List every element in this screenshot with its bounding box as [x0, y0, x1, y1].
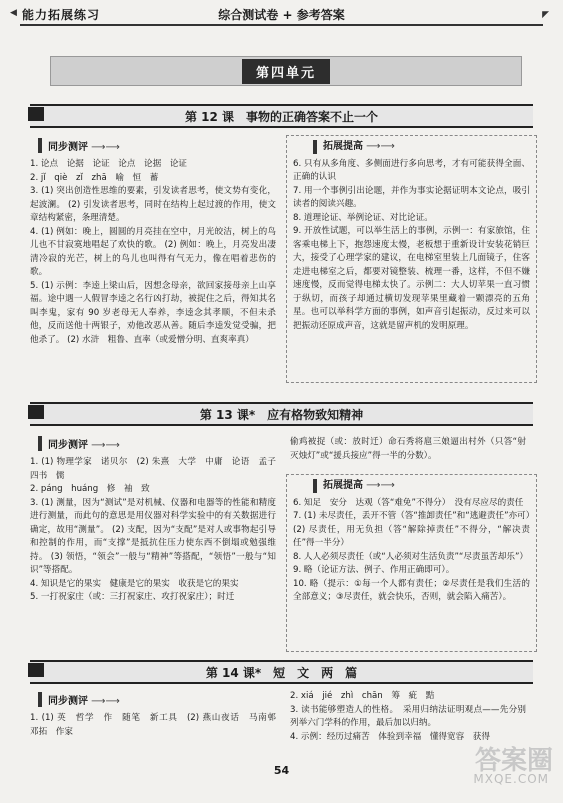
answer-item: 7. 用一个事例引出论题，并作为事实论据证明本文论点，吸引读者的阅读兴趣。 [293, 185, 530, 209]
answer-item: 10. 略（提示：①每一个人都有责任；②尽责任是我们生活的全部意义；③尽责任，就会快乐，否则，就会陷入痛苦）。 [293, 578, 530, 602]
lesson-14-sync-label: 同步测评 ⟶⟶ [38, 692, 120, 707]
answer-item: 3. 读书能够塑造人的性格。 采用归纳法证明观点——先分别列举六门学科的作用，最后加以归纳。 [290, 704, 526, 728]
answer-item: 2. jǐ qiè zǐ zhā 喻 恒 蓄 [30, 172, 159, 183]
answer-item: 4. 示例：经历过痛苦 体验到幸福 懂得宽容 获得 [290, 731, 490, 742]
unit-banner [50, 56, 522, 86]
lesson-12-extension-box [286, 135, 537, 383]
lesson-12-sync-label: 同步测评 ⟶⟶ [38, 138, 120, 153]
answer-item: 偷鸡被捉（或：放时迁）命石秀将扈三娘逼出村外（只答“射灭烛灯”或“援兵接应”得一半的分数）。 [290, 437, 526, 461]
answer-item: 2. xiá jié zhì chān 筹 疵 黠 [290, 691, 435, 701]
answer-item: 4. 知识是它的果实 健康是它的果实 收获是它的果实 [30, 578, 239, 589]
lesson-13-left-column [30, 456, 285, 605]
answer-item: 5. 一打祝家庄（或：三打祝家庄、攻打祝家庄）；时迁 [30, 592, 235, 602]
answer-item: 4. (1) 例如：晚上，圆圆的月亮挂在空中，月光皎洁，树上的鸟儿也不甘寂寞地唱起了欢快的歌。 (2) 例如：晚上，月亮发出凄清冷寂的光芒，树上的鸟儿也叫得有气无力，像在唱着悲伤的歌。 [30, 226, 276, 277]
lesson-14-left-column [30, 712, 285, 739]
lesson-13-extension-box [286, 474, 537, 652]
lesson-13-right-top [290, 436, 526, 463]
lesson-12-left-column [30, 158, 276, 347]
answer-item: 1. 论点 论据 论证 论点 论据 论证 [30, 159, 188, 169]
header-rule [20, 24, 543, 26]
answer-item: 7. (1) 未尽责任，丢开不管（答“推卸责任”和“逃避责任”亦可） (2) 尽责任，用无负担（答“解除掉责任”不得分，“解决责任”得一半分） [293, 511, 539, 548]
lesson-13-header [30, 402, 533, 426]
lesson-13-ext-label: 拓展提高 ⟶⟶ [313, 479, 530, 493]
lesson-12-header [30, 104, 533, 128]
lesson-14-header [30, 660, 533, 684]
watermark-url: MXQE.COM [473, 772, 549, 786]
answer-item: 3. (1) 测量，因为“测试”是对机械、仪器和电器等的性能和精度进行测量，而此句的意思是用仪器对科学实验中的有关数据进行确定，故用“测量”。 (2) 支配，因为“支配”是对人或事物起引导和控制的作用，而“支撑”是抵抗住压力使东西不倒塌或勉强维持。 (3) 领悟，“领会”一般与“精神”等搭配，“领悟”一般与“知识”等搭配。 [30, 497, 276, 575]
answer-item: 6. 知足 安分 达观（答“难免”不得分） 没有尽应尽的责任 [293, 497, 524, 508]
lesson-icon [28, 107, 44, 121]
answer-item: 3. (1) 突出创造性思维的要素，引发读者思考，使文势有变化，起波澜。 (2) 引发读者思考，同时在结构上起过渡的作用，使文章结构紧密，条理清楚。 [30, 186, 276, 223]
answer-item: 2. páng huáng 修 袖 致 [30, 484, 150, 494]
answer-item: 5. (1) 示例：李逵上梁山后，因想念母亲，欲回家接母亲上山享福。途中遇一人假冒李逵之名行凶打劫，被捉住之后，得知其名叫李鬼，家有 90 岁老母无人奉养，李逵念其孝顺，不但未杀他，反而送他十两银子，劝他改恶从善。随后李逵发觉受骗，把他杀了。 (2) 水浒 粗鲁、直率（或爱憎分明、直爽率真） [30, 280, 276, 345]
answer-item: 9. 开放性试题，可以举生活上的事例，示例一：有家旅馆，住客乘电梯上下，抱怨速度太慢，老板想于重新设计安装花销巨大，接受了心理学家的建议，在电梯室里装上几面镜子，住客走进电梯室之后，都要对镜整装、梳理一番，这样，不但不嫌速度慢，反而觉得电梯太快了。示例二：大人切苹果一直习惯于纵切，而孩子却通过横切发现苹果里藏着一颗漂亮的五角星。也可以举科学方面的事例，如声音引起振动，反过来可以把振动还原成声音，这就是留声机的发明原理。 [293, 226, 530, 331]
header-left: 能力拓展练习 [22, 8, 101, 22]
lesson-13-sync-label: 同步测评 ⟶⟶ [38, 436, 120, 451]
answer-item: 1. (1) 物理学家 诺贝尔 (2) 朱熹 大学 中庸 论语 孟子 四书 儒 [30, 457, 285, 481]
answer-item: 8. 道理论证、举例论证、对比论证。 [293, 212, 433, 223]
lesson-14-right-column [290, 690, 526, 744]
lesson-12-title: 第 12 课 事物的正确答案不止一个 [184, 109, 379, 124]
unit-title: 第四单元 [242, 59, 330, 84]
lesson-14-title: 第 14 课* 短 文 两 篇 [205, 665, 358, 680]
lesson-13-title: 第 13 课* 应有格物致知精神 [199, 407, 364, 422]
answer-item: 9. 略（论证方法、例子、作用正确即可）。 [293, 565, 455, 575]
answer-item: 6. 只有从多角度、多侧面进行多向思考，才有可能获得全面、正确的认识 [293, 158, 530, 182]
page-number: 54 [273, 764, 290, 777]
watermark-logo: 答案圈 [474, 746, 553, 776]
lesson-icon [28, 663, 44, 677]
lesson-icon [28, 405, 44, 419]
answer-item: 8. 人人必须尽责任（或“人必须对生活负责”“尽责虽苦却乐”） [293, 551, 528, 562]
header-center: 综合测试卷 + 参考答案 [218, 8, 345, 22]
corner-mark: ◀ [10, 8, 17, 18]
answer-item: 1. (1) 英 哲学 作 随笔 新工具 (2) 燕山夜话 马南邨 邓拓 作家 [30, 713, 285, 737]
corner-mark-right: ◤ [542, 10, 549, 20]
lesson-12-ext-label: 拓展提高 ⟶⟶ [313, 140, 530, 154]
